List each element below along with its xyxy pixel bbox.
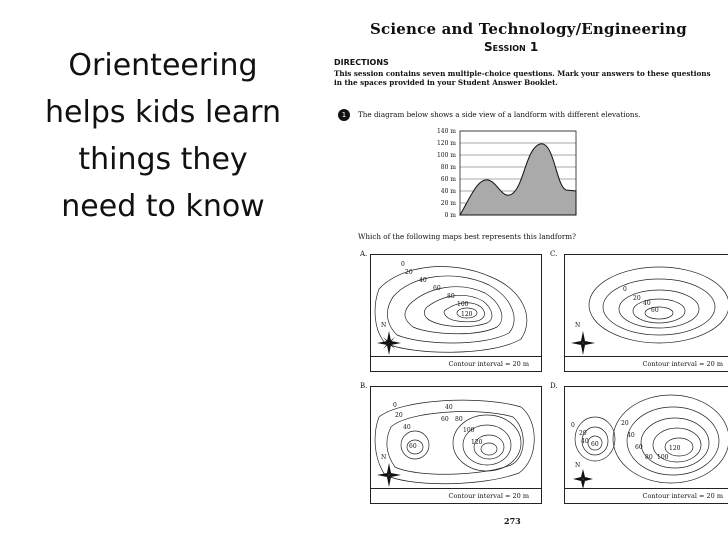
option-letter: C. (550, 250, 558, 258)
contour-label: 0 (401, 261, 405, 268)
contour-label: 0 (393, 402, 397, 409)
contour-label: 60 (433, 285, 441, 292)
contour-label: 20 (405, 269, 413, 276)
elevation-tick: 60 m (440, 176, 456, 183)
contour-label: 120 (669, 445, 681, 452)
contour-label: 80 (645, 454, 653, 461)
contour-label: 100 (457, 301, 469, 308)
question-number-badge: 1 (338, 109, 350, 121)
contour-caption: Contour interval = 20 m (565, 356, 728, 371)
contour-label: 20 (395, 412, 403, 419)
compass-rose-icon (377, 331, 401, 355)
north-label: N (575, 322, 581, 329)
contour-map-b (370, 386, 542, 504)
contour-label: 20 (579, 430, 587, 437)
slide-title-line: need to know (61, 189, 265, 224)
test-page-scan (330, 14, 723, 534)
elevation-tick: 40 m (440, 188, 456, 195)
session-label: Session 1 (484, 40, 539, 54)
directions-label: DIRECTIONS (334, 58, 389, 67)
contour-label: 40 (419, 277, 427, 284)
contour-label: 0 (623, 286, 627, 293)
contour-map-d (564, 386, 728, 504)
document-title: Science and Technology/Engineering (370, 20, 687, 38)
question-text: The diagram below shows a side view of a landform with different elevations. (358, 110, 641, 119)
contour-label: 120 (461, 311, 473, 318)
slide-title-line: things they (78, 142, 248, 177)
contour-map-a (370, 254, 542, 372)
slide-title-line: Orienteering (68, 48, 258, 83)
page-number: 273 (504, 516, 521, 526)
contour-caption: Contour interval = 20 m (371, 356, 541, 371)
elevation-tick: 120 m (436, 140, 456, 147)
contour-label: 0 (571, 422, 575, 429)
north-label: N (381, 322, 387, 329)
directions-text: This session contains seven multiple-choice questions. Mark your answers to these questions in the spaces provided in your Student Answer Booklet. (334, 69, 711, 87)
option-letter: A. (360, 250, 368, 258)
option-letter: D. (550, 382, 558, 390)
contour-label: 80 (455, 416, 463, 423)
contour-label: 60 (651, 307, 659, 314)
contour-label: 40 (445, 404, 453, 411)
contour-label: 40 (643, 300, 651, 307)
contour-label: 100 (463, 427, 475, 434)
compass-rose-icon (571, 331, 595, 355)
compass-rose-icon (573, 469, 593, 489)
option-letter: B. (360, 382, 368, 390)
question-prompt: Which of the following maps best represents this landform? (358, 232, 576, 241)
elevation-tick: 100 m (436, 152, 456, 159)
contour-label: 40 (403, 424, 411, 431)
contour-map-c (564, 254, 728, 372)
contour-label: 60 (635, 444, 643, 451)
contour-label: 60 (441, 416, 449, 423)
contour-caption: Contour interval = 20 m (565, 488, 728, 503)
contour-label: 80 (447, 293, 455, 300)
contour-label: 60 (591, 441, 599, 448)
contour-label: 60 (409, 443, 417, 450)
elevation-profile-diagram (426, 126, 586, 230)
elevation-tick: 140 m (436, 128, 456, 135)
contour-caption: Contour interval = 20 m (371, 488, 541, 503)
contour-label: 120 (471, 439, 483, 446)
north-label: N (381, 454, 387, 461)
contour-label: 20 (633, 295, 641, 302)
slide-title (28, 42, 298, 230)
contour-label: 40 (581, 438, 589, 445)
elevation-tick: 0 m (444, 212, 456, 219)
slide-title-line: helps kids learn (45, 95, 281, 130)
contour-label: 100 (657, 454, 669, 461)
contour-label: 40 (627, 432, 635, 439)
contour-label: 20 (621, 420, 629, 427)
north-label: N (575, 462, 581, 469)
elevation-tick: 80 m (440, 164, 456, 171)
elevation-tick: 20 m (440, 200, 456, 207)
